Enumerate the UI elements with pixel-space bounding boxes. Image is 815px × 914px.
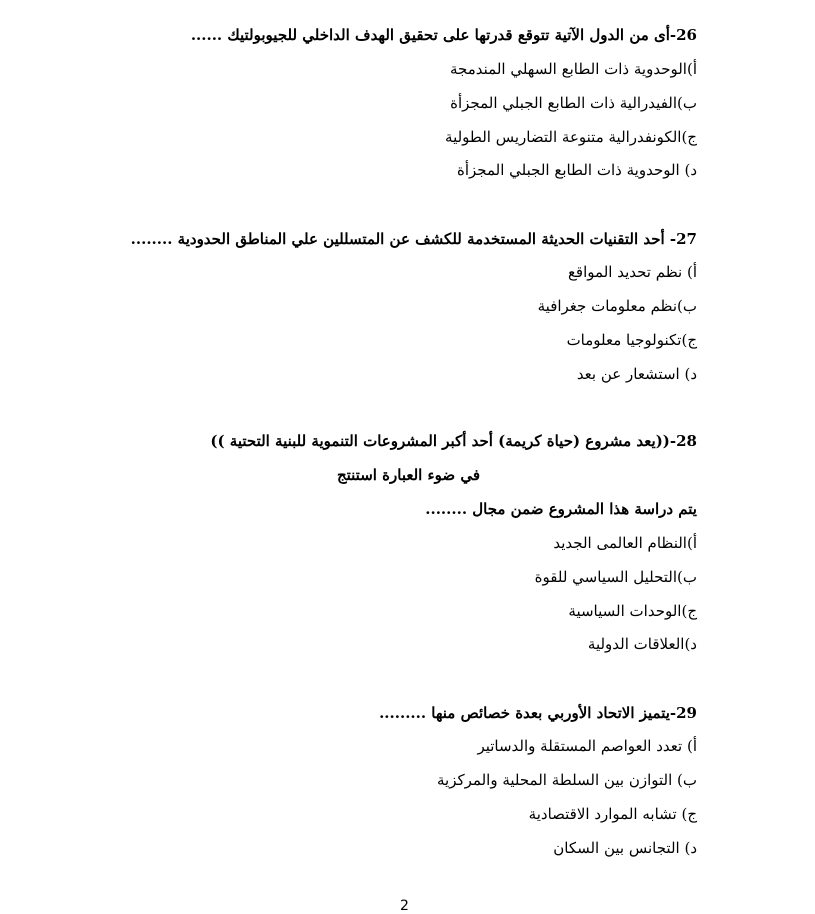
option-a: أ)الوحدوية ذات الطابع السهلي المندمجة [450, 60, 697, 78]
page-number: 2 [400, 898, 409, 914]
option-d: د) الوحدوية ذات الطابع الجبلي المجزأة [456, 161, 697, 179]
question-title: 29-يتميز الاتحاد الأوربي بعدة خصائص منها ......... [379, 704, 697, 722]
option-b: ب) التوازن بين السلطة المحلية والمركزية [437, 771, 697, 789]
option-c: ج)الكونفدرالية متنوعة التضاريس الطولية [445, 128, 697, 146]
option-d: د) استشعار عن بعد [576, 365, 697, 383]
question-title: 28-((يعد مشروع (حياة كريمة) أحد أكبر المشروعات التنموية للبنية التحتية )) [210, 432, 697, 450]
option-c: ج)الوحدات السياسية [568, 602, 697, 620]
question-title: 26-أى من الدول الآتية تتوقع قدرتها على تحقيق الهدف الداخلي للجيوبولتيك ...... [190, 26, 697, 44]
option-a: أ)النظام العالمى الجديد [553, 534, 697, 552]
question-prompt: يتم دراسة هذا المشروع ضمن مجال ........ [425, 500, 697, 518]
option-b: ب)التحليل السياسي للقوة [534, 568, 697, 586]
option-c: ج)تكنولوجيا معلومات [566, 331, 697, 349]
option-d: د) التجانس بين السكان [553, 839, 697, 857]
option-b: ب)الفيدرالية ذات الطابع الجبلي المجزأة [450, 94, 697, 112]
question-subtitle: في ضوء العبارة استنتج [336, 466, 480, 484]
question-title: 27- أحد التقنيات الحديثة المستخدمة للكشف عن المتسللين علي المناطق الحدودية ........ [130, 230, 697, 248]
option-d: د)العلاقات الدولية [587, 635, 697, 653]
option-c: ج) تشابه الموارد الاقتصادية [528, 805, 697, 823]
option-b: ب)نظم معلومات جغرافية [537, 297, 697, 315]
option-a: أ) تعدد العواصم المستقلة والدساتير [477, 737, 697, 755]
option-a: أ) نظم تحديد المواقع [567, 263, 697, 281]
